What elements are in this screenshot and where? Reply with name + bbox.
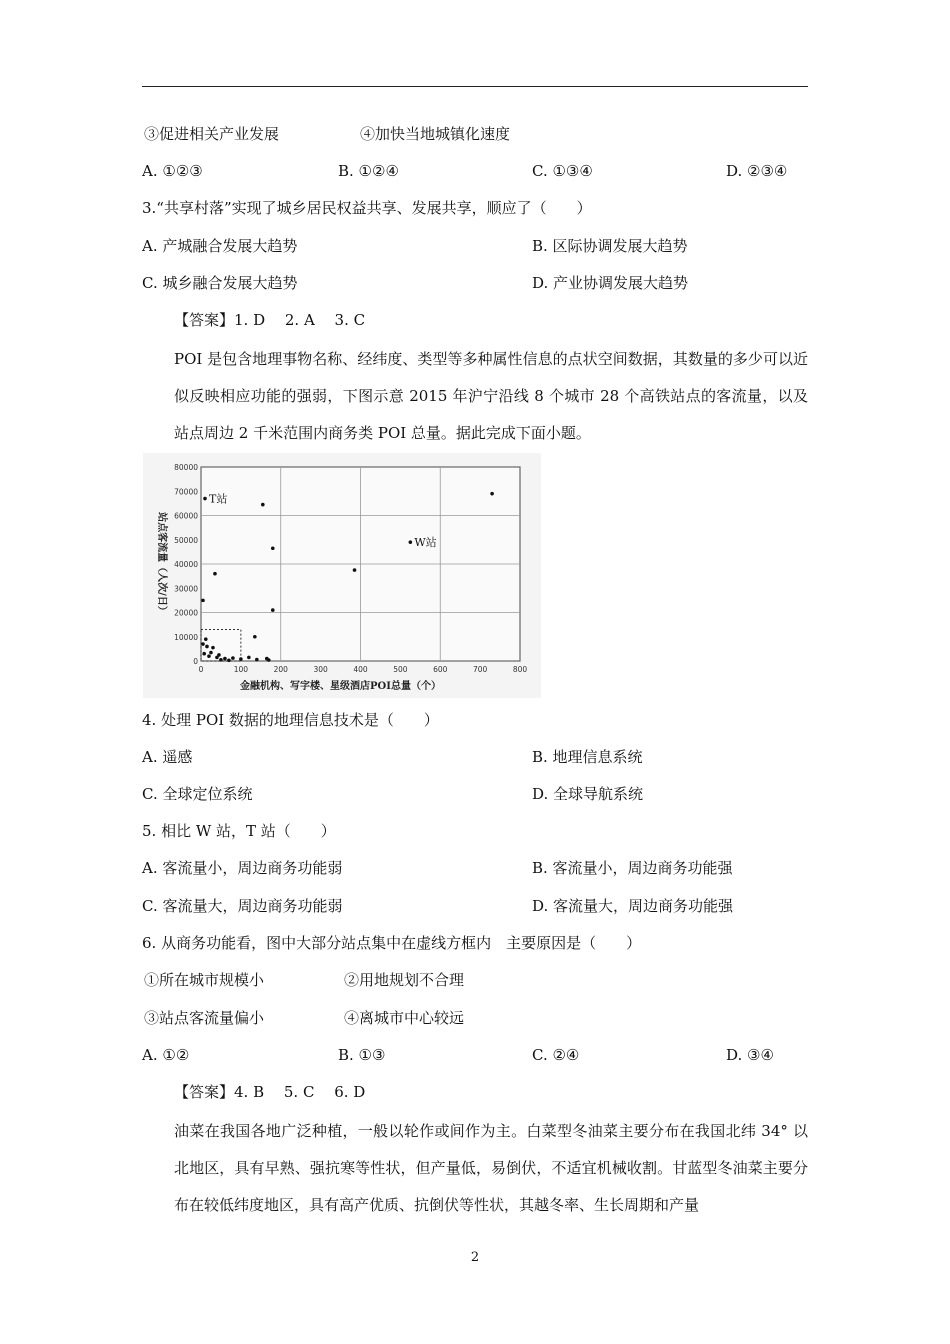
q6-option-a: A. ①②	[142, 1046, 190, 1064]
x-tick-label: 500	[393, 665, 408, 674]
q3-option-d: D. 产业协调发展大趋势	[532, 274, 689, 292]
q2-item-4: ④加快当地城镇化速度	[360, 125, 511, 143]
q6-item-4: ④离城市中心较远	[344, 1009, 465, 1027]
header-rule	[142, 86, 808, 87]
x-tick-label: 600	[433, 665, 448, 674]
data-point	[213, 572, 217, 576]
q2-option-d: D. ②③④	[726, 162, 788, 180]
q3-options-row1	[142, 231, 808, 261]
station-label: W站	[414, 536, 437, 550]
x-tick-label: 300	[313, 665, 328, 674]
y-tick-label: 60000	[174, 511, 198, 521]
q2-options-row	[142, 156, 808, 186]
q4-options-row2	[142, 779, 808, 809]
data-point	[267, 658, 271, 662]
data-point	[255, 658, 259, 662]
q5-option-c: C. 客流量大，周边商务功能弱	[142, 897, 343, 915]
q2-option-a: A. ①②③	[142, 162, 203, 180]
answer-1-3: 【答案】1. D 2. A 3. C	[174, 311, 366, 329]
data-point	[204, 637, 208, 641]
q6-item-2: ②用地规划不合理	[344, 971, 465, 989]
q6-items-row2	[142, 1003, 808, 1033]
y-tick-label: 40000	[174, 560, 198, 569]
poi-scatter-figure	[143, 453, 541, 698]
q3-stem: 3.“共享村落”实现了城乡居民权益共享、发展共享，顺应了（ ）	[142, 199, 592, 217]
y-tick-label: 30000	[174, 584, 198, 594]
data-point	[261, 503, 265, 507]
q3-option-c: C. 城乡融合发展大趋势	[142, 274, 298, 292]
q6-item-1: ①所在城市规模小	[144, 971, 265, 989]
data-point	[202, 652, 206, 656]
data-point	[231, 656, 235, 660]
q5-option-b: B. 客流量小，周边商务功能强	[532, 859, 733, 877]
q5-option-d: D. 客流量大，周边商务功能强	[532, 897, 734, 915]
y-tick-label: 10000	[174, 632, 198, 642]
data-point	[205, 645, 209, 649]
q4-option-a: A. 遥感	[142, 748, 193, 766]
x-tick-label: 400	[353, 665, 368, 674]
page-number: 2	[470, 1250, 480, 1265]
y-tick-label: 80000	[174, 463, 198, 472]
q6-items-row1	[142, 965, 808, 995]
data-point	[271, 546, 275, 550]
data-point	[271, 608, 275, 612]
data-point	[239, 657, 243, 661]
q2-option-c: C. ①③④	[532, 162, 593, 180]
data-point	[211, 646, 215, 650]
q3-options-row2	[142, 268, 808, 298]
q6-item-3: ③站点客流量偏小	[144, 1009, 265, 1027]
answer-4-6: 【答案】4. B 5. C 6. D	[174, 1083, 366, 1101]
q6-option-d: D. ③④	[726, 1046, 774, 1064]
data-point	[409, 540, 413, 544]
data-point	[201, 599, 205, 603]
q3-option-a: A. 产城融合发展大趋势	[142, 237, 298, 255]
q5-option-a: A. 客流量小，周边商务功能弱	[142, 859, 343, 877]
x-axis-label: 金融机构、写字楼、星级酒店POI总量（个）	[240, 681, 441, 692]
data-point	[219, 658, 223, 662]
data-point	[203, 497, 207, 501]
data-point	[247, 656, 251, 660]
y-tick-label: 20000	[174, 608, 198, 618]
data-point	[209, 651, 213, 655]
poi-intro-paragraph: POI 是包含地理事物名称、经纬度、类型等多种属性信息的点状空间数据，其数量的多少可以近似反映相应功能的强弱，下图示意 2015 年沪宁沿线 8 个城市 28 个高铁站点的客流量，以及站点周边 2 千米范围内商务类 POI 总量。据此完成下面小题。	[174, 350, 808, 442]
q4-stem: 4. 处理 POI 数据的地理信息技术是（ ）	[142, 711, 439, 729]
q2-item-3: ③促进相关产业发展	[144, 125, 280, 143]
data-point	[201, 642, 205, 646]
q2-option-b: B. ①②④	[338, 162, 399, 180]
data-point	[490, 492, 494, 496]
q3-option-b: B. 区际协调发展大趋势	[532, 237, 688, 255]
x-tick-label: 800	[512, 665, 528, 674]
x-tick-label: 100	[233, 665, 249, 674]
q4-option-c: C. 全球定位系统	[142, 785, 253, 803]
data-point	[217, 653, 221, 657]
station-label: T站	[208, 492, 228, 506]
q2-items-row	[142, 119, 808, 149]
data-point	[353, 568, 357, 572]
data-point	[207, 654, 211, 658]
x-tick-label: 700	[472, 665, 488, 674]
data-point	[227, 658, 231, 662]
y-axis-label: 站点客流量（人次/日）	[156, 512, 167, 616]
rapeseed-paragraph: 油菜在我国各地广泛种植，一般以轮作或间作为主。白菜型冬油菜主要分布在我国北纬 34° 以北地区，具有早熟、强抗寒等性状，但产量低，易倒伏，不适宜机械收割。甘蓝型冬油菜主要分布在较低纬度地区，具有高产优质、抗倒伏等性状，其越冬率、生长周期和产量	[174, 1122, 808, 1214]
q6-options-row	[142, 1040, 808, 1070]
y-tick-label: 50000	[174, 535, 198, 545]
q5-stem: 5. 相比 W 站，T 站（ ）	[142, 822, 336, 840]
q4-options-row1	[142, 742, 808, 772]
x-tick-label: 200	[273, 665, 288, 674]
q6-option-b: B. ①③	[338, 1046, 386, 1064]
q4-option-b: B. 地理信息系统	[532, 748, 643, 766]
data-point	[253, 635, 257, 639]
x-tick-label: 0	[198, 665, 204, 674]
q6-option-c: C. ②④	[532, 1046, 580, 1064]
q5-options-row2	[142, 891, 808, 921]
y-tick-label: 70000	[174, 487, 198, 497]
q5-options-row1	[142, 853, 808, 883]
poi-scatter-chart	[143, 453, 541, 698]
y-tick-label: 0	[193, 657, 198, 666]
data-point	[223, 657, 227, 661]
q6-stem: 6. 从商务功能看，图中大部分站点集中在虚线方框内 主要原因是（ ）	[142, 934, 642, 952]
q4-option-d: D. 全球导航系统	[532, 785, 644, 803]
